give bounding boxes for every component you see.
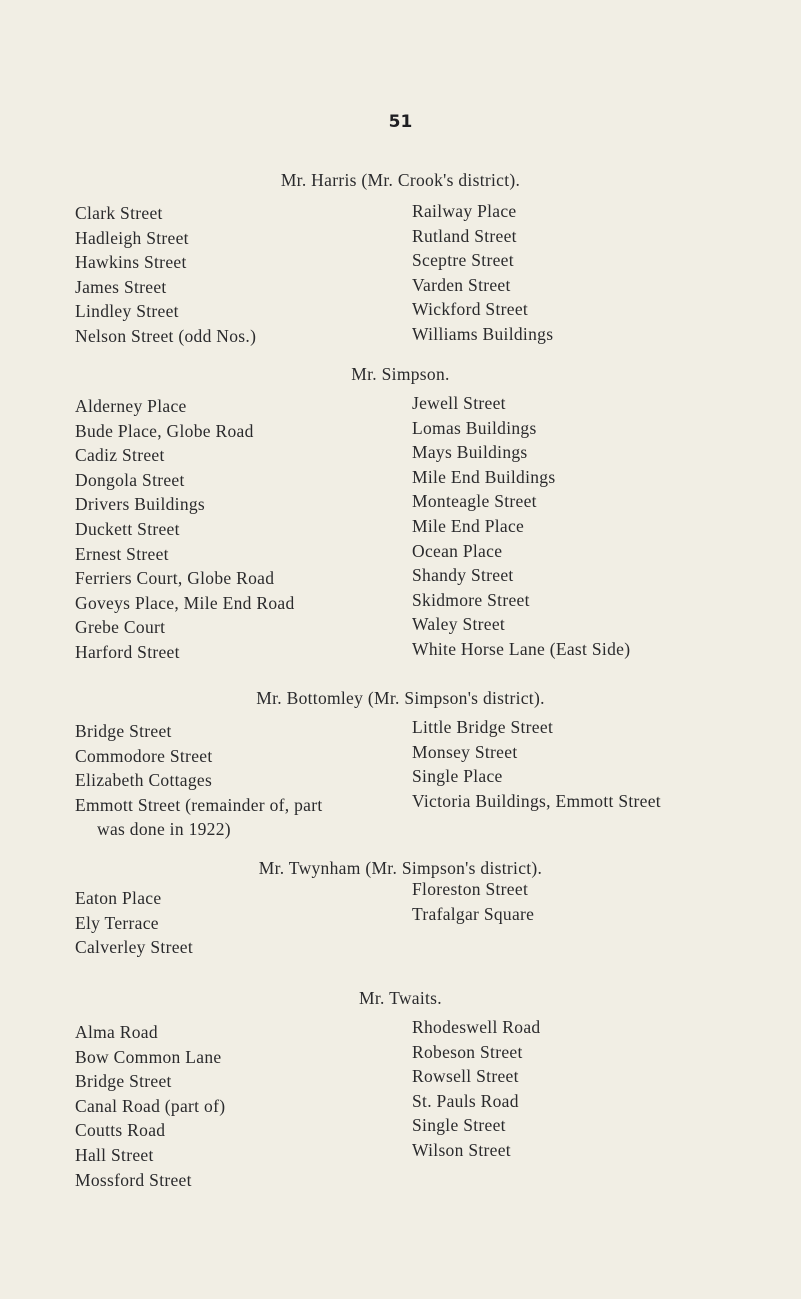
section-heading-bottomley: Mr. Bottomley (Mr. Simpson's district). bbox=[256, 688, 545, 708]
street-item: Lindley Street bbox=[75, 301, 179, 322]
street-list-left bbox=[75, 719, 323, 842]
street-list-right bbox=[412, 877, 534, 926]
street-item: Robeson Street bbox=[412, 1041, 523, 1062]
street-item: Mays Buildings bbox=[412, 442, 528, 463]
street-item: White Horse Lane (East Side) bbox=[412, 638, 631, 659]
street-item: Canal Road (part of) bbox=[75, 1095, 226, 1116]
street-item: Bridge Street bbox=[75, 721, 172, 741]
street-item: Bow Common Lane bbox=[75, 1046, 222, 1067]
street-item: Goveys Place, Mile End Road bbox=[75, 592, 295, 613]
street-item: Alderney Place bbox=[75, 396, 187, 416]
street-item: Dongola Street bbox=[75, 469, 185, 490]
street-item: Monsey Street bbox=[412, 741, 518, 762]
section-heading-simpson: Mr. Simpson. bbox=[351, 364, 450, 384]
street-list-left bbox=[75, 201, 256, 349]
street-item: Nelson Street (odd Nos.) bbox=[75, 325, 257, 346]
street-item: Single Street bbox=[412, 1115, 506, 1136]
street-item: Elizabeth Cottages bbox=[75, 770, 213, 791]
street-item: Rowsell Street bbox=[412, 1066, 519, 1087]
street-item: Shandy Street bbox=[412, 565, 514, 586]
section-heading-twynham: Mr. Twynham (Mr. Simpson's district). bbox=[258, 858, 543, 878]
street-item: Rutland Street bbox=[412, 225, 517, 246]
street-item: Mile End Place bbox=[412, 515, 525, 536]
street-item: Wilson Street bbox=[412, 1139, 511, 1160]
section-heading-twaits: Mr. Twaits. bbox=[359, 988, 442, 1008]
street-list-left bbox=[75, 394, 295, 665]
street-item: Clark Street bbox=[75, 203, 163, 223]
street-item: Coutts Road bbox=[75, 1120, 166, 1141]
street-list-right bbox=[412, 199, 553, 347]
street-item: Harford Street bbox=[75, 641, 180, 662]
street-item: Single Place bbox=[412, 766, 503, 787]
street-list-right bbox=[412, 715, 661, 813]
street-item: Hadleigh Street bbox=[75, 227, 189, 248]
street-item: Bude Place, Globe Road bbox=[75, 420, 254, 441]
street-item: Calverley Street bbox=[75, 937, 194, 958]
section-heading-harris: Mr. Harris (Mr. Crook's district). bbox=[280, 170, 521, 190]
street-item: Alma Road bbox=[75, 1022, 158, 1042]
street-item-continuation: was done in 1922) bbox=[97, 819, 231, 840]
street-item: Floreston Street bbox=[412, 879, 529, 899]
street-list-right bbox=[412, 1015, 540, 1163]
street-item: Ely Terrace bbox=[75, 912, 159, 933]
street-item: Drivers Buildings bbox=[75, 494, 206, 515]
street-item: Cadiz Street bbox=[75, 445, 165, 466]
page-number: 51 bbox=[388, 112, 413, 132]
street-item: Hall Street bbox=[75, 1144, 154, 1165]
street-list-right bbox=[412, 391, 630, 662]
street-item: Ocean Place bbox=[412, 540, 503, 561]
street-item: Railway Place bbox=[412, 201, 517, 221]
street-item: Bridge Street bbox=[75, 1071, 172, 1092]
street-item: Duckett Street bbox=[75, 518, 180, 539]
street-item: Ferriers Court, Globe Road bbox=[75, 568, 275, 589]
street-item: Wickford Street bbox=[412, 299, 529, 320]
street-item: Mile End Buildings bbox=[412, 466, 556, 487]
street-item: Skidmore Street bbox=[412, 589, 530, 610]
street-item: Commodore Street bbox=[75, 745, 213, 766]
street-item: James Street bbox=[75, 276, 167, 297]
street-item: Lomas Buildings bbox=[412, 417, 537, 438]
street-item: Ernest Street bbox=[75, 543, 169, 564]
street-item: Trafalgar Square bbox=[412, 903, 535, 924]
street-item: Mossford Street bbox=[75, 1169, 192, 1190]
street-item: Varden Street bbox=[412, 274, 511, 295]
street-item: Rhodeswell Road bbox=[412, 1017, 541, 1037]
street-item: Monteagle Street bbox=[412, 491, 537, 512]
street-item: Jewell Street bbox=[412, 393, 506, 413]
street-item: Eaton Place bbox=[75, 888, 162, 908]
street-item: Emmott Street (remainder of, part bbox=[75, 794, 323, 815]
street-item: Victoria Buildings, Emmott Street bbox=[412, 790, 661, 811]
street-list-left bbox=[75, 886, 193, 960]
street-item: Little Bridge Street bbox=[412, 717, 554, 737]
street-item: Hawkins Street bbox=[75, 252, 187, 273]
street-item: Grebe Court bbox=[75, 617, 166, 638]
street-item: St. Pauls Road bbox=[412, 1090, 519, 1111]
street-list-left bbox=[75, 1020, 225, 1192]
street-item: Sceptre Street bbox=[412, 250, 514, 271]
street-item: Williams Buildings bbox=[412, 323, 554, 344]
street-item: Waley Street bbox=[412, 614, 506, 635]
